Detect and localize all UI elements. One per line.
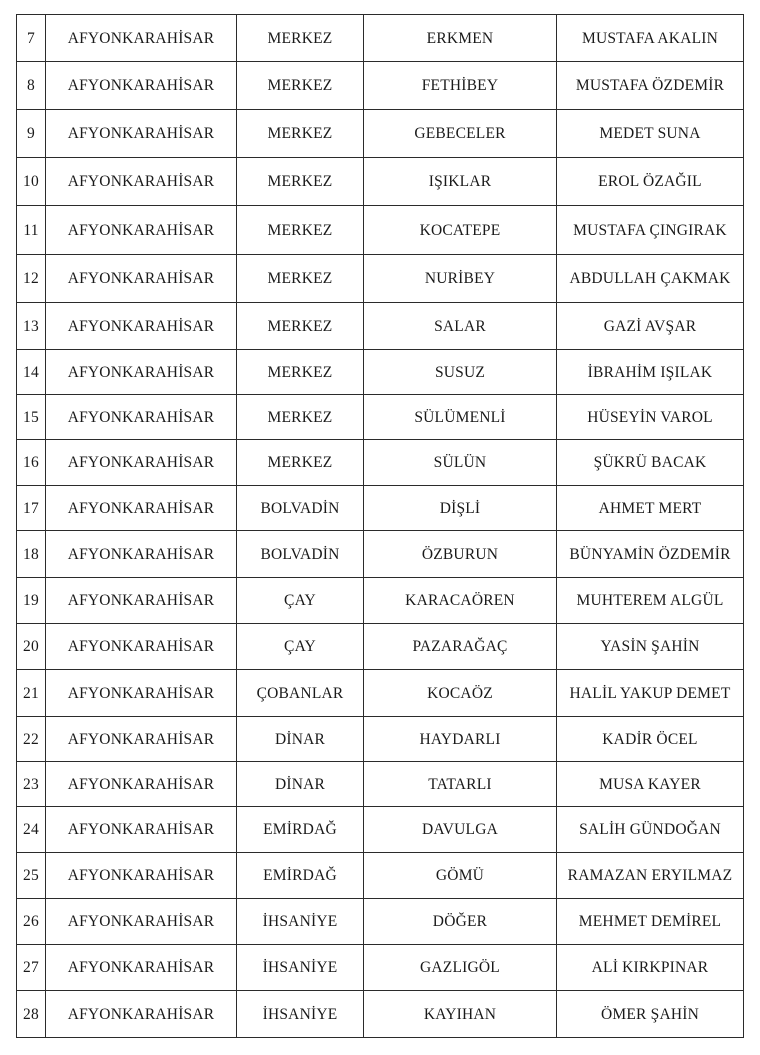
- district-cell: MERKEZ: [237, 255, 364, 303]
- row-number-cell: 28: [17, 991, 46, 1038]
- district-cell: MERKEZ: [237, 15, 364, 62]
- table-row: [17, 531, 744, 578]
- district-cell: MERKEZ: [237, 303, 364, 350]
- district-cell: İHSANİYE: [237, 899, 364, 945]
- province-cell: AFYONKARAHİSAR: [46, 303, 237, 350]
- village-cell: ÖZBURUN: [364, 531, 557, 578]
- row-number-cell: 23: [17, 762, 46, 807]
- province-cell: AFYONKARAHİSAR: [46, 762, 237, 807]
- district-cell: MERKEZ: [237, 206, 364, 255]
- headman-name-cell: MEDET SUNA: [557, 110, 744, 158]
- district-cell: BOLVADİN: [237, 531, 364, 578]
- table-row: [17, 255, 744, 303]
- village-cell: NURİBEY: [364, 255, 557, 303]
- headman-name-cell: RAMAZAN ERYILMAZ: [557, 853, 744, 899]
- province-cell: AFYONKARAHİSAR: [46, 807, 237, 853]
- province-cell: AFYONKARAHİSAR: [46, 670, 237, 717]
- table-row: [17, 350, 744, 395]
- village-cell: SÜLÜMENLİ: [364, 395, 557, 440]
- row-number-cell: 22: [17, 717, 46, 762]
- row-number-cell: 25: [17, 853, 46, 899]
- headman-name-cell: İBRAHİM IŞILAK: [557, 350, 744, 395]
- table-row: [17, 158, 744, 206]
- district-cell: MERKEZ: [237, 440, 364, 486]
- province-cell: AFYONKARAHİSAR: [46, 15, 237, 62]
- province-cell: AFYONKARAHİSAR: [46, 624, 237, 670]
- table-row: [17, 762, 744, 807]
- row-number-cell: 15: [17, 395, 46, 440]
- village-cell: TATARLI: [364, 762, 557, 807]
- district-cell: BOLVADİN: [237, 486, 364, 531]
- row-number-cell: 21: [17, 670, 46, 717]
- province-cell: AFYONKARAHİSAR: [46, 255, 237, 303]
- headman-name-cell: EROL ÖZAĞIL: [557, 158, 744, 206]
- province-cell: AFYONKARAHİSAR: [46, 578, 237, 624]
- headman-name-cell: ÖMER ŞAHİN: [557, 991, 744, 1038]
- table-row: [17, 486, 744, 531]
- village-cell: DİŞLİ: [364, 486, 557, 531]
- table-row: [17, 717, 744, 762]
- district-cell: EMİRDAĞ: [237, 807, 364, 853]
- village-cell: IŞIKLAR: [364, 158, 557, 206]
- headman-name-cell: MUHTEREM ALGÜL: [557, 578, 744, 624]
- headman-name-cell: HALİL YAKUP DEMET: [557, 670, 744, 717]
- province-cell: AFYONKARAHİSAR: [46, 158, 237, 206]
- village-cell: ERKMEN: [364, 15, 557, 62]
- row-number-cell: 14: [17, 350, 46, 395]
- headman-name-cell: GAZİ AVŞAR: [557, 303, 744, 350]
- village-cell: GEBECELER: [364, 110, 557, 158]
- district-cell: ÇAY: [237, 624, 364, 670]
- headman-name-cell: SALİH GÜNDOĞAN: [557, 807, 744, 853]
- table-row: [17, 15, 744, 62]
- row-number-cell: 9: [17, 110, 46, 158]
- table-row: [17, 395, 744, 440]
- village-cell: HAYDARLI: [364, 717, 557, 762]
- row-number-cell: 8: [17, 62, 46, 110]
- province-cell: AFYONKARAHİSAR: [46, 110, 237, 158]
- province-cell: AFYONKARAHİSAR: [46, 440, 237, 486]
- table-row: [17, 62, 744, 110]
- village-cell: DAVULGA: [364, 807, 557, 853]
- table-row: [17, 624, 744, 670]
- district-cell: EMİRDAĞ: [237, 853, 364, 899]
- district-cell: İHSANİYE: [237, 991, 364, 1038]
- province-cell: AFYONKARAHİSAR: [46, 486, 237, 531]
- table-row: [17, 991, 744, 1038]
- village-cell: DÖĞER: [364, 899, 557, 945]
- province-cell: AFYONKARAHİSAR: [46, 945, 237, 991]
- table-row: [17, 853, 744, 899]
- village-cell: KOCAÖZ: [364, 670, 557, 717]
- table-row: [17, 206, 744, 255]
- table-body: [17, 15, 744, 1038]
- district-cell: MERKEZ: [237, 395, 364, 440]
- table-row: [17, 440, 744, 486]
- district-cell: MERKEZ: [237, 110, 364, 158]
- row-number-cell: 26: [17, 899, 46, 945]
- province-cell: AFYONKARAHİSAR: [46, 395, 237, 440]
- village-cell: KARACAÖREN: [364, 578, 557, 624]
- headman-name-cell: YASİN ŞAHİN: [557, 624, 744, 670]
- province-cell: AFYONKARAHİSAR: [46, 62, 237, 110]
- province-cell: AFYONKARAHİSAR: [46, 206, 237, 255]
- row-number-cell: 19: [17, 578, 46, 624]
- headman-name-cell: MUSA KAYER: [557, 762, 744, 807]
- province-cell: AFYONKARAHİSAR: [46, 531, 237, 578]
- row-number-cell: 27: [17, 945, 46, 991]
- province-cell: AFYONKARAHİSAR: [46, 853, 237, 899]
- headman-name-cell: ALİ KIRKPINAR: [557, 945, 744, 991]
- row-number-cell: 20: [17, 624, 46, 670]
- district-cell: DİNAR: [237, 762, 364, 807]
- district-cell: MERKEZ: [237, 350, 364, 395]
- headman-name-cell: MUSTAFA AKALIN: [557, 15, 744, 62]
- district-cell: ÇOBANLAR: [237, 670, 364, 717]
- headman-name-cell: HÜSEYİN VAROL: [557, 395, 744, 440]
- headman-name-cell: KADİR ÖCEL: [557, 717, 744, 762]
- village-cell: GAZLIGÖL: [364, 945, 557, 991]
- row-number-cell: 18: [17, 531, 46, 578]
- row-number-cell: 10: [17, 158, 46, 206]
- headman-name-cell: AHMET MERT: [557, 486, 744, 531]
- headman-name-cell: ABDULLAH ÇAKMAK: [557, 255, 744, 303]
- muhtar-list-table: [16, 14, 744, 1038]
- district-cell: İHSANİYE: [237, 945, 364, 991]
- village-cell: PAZARAĞAÇ: [364, 624, 557, 670]
- province-cell: AFYONKARAHİSAR: [46, 350, 237, 395]
- table-row: [17, 945, 744, 991]
- row-number-cell: 12: [17, 255, 46, 303]
- row-number-cell: 17: [17, 486, 46, 531]
- village-cell: SUSUZ: [364, 350, 557, 395]
- village-cell: FETHİBEY: [364, 62, 557, 110]
- district-cell: MERKEZ: [237, 158, 364, 206]
- row-number-cell: 11: [17, 206, 46, 255]
- table-row: [17, 670, 744, 717]
- table-row: [17, 110, 744, 158]
- village-cell: GÖMÜ: [364, 853, 557, 899]
- headman-name-cell: ŞÜKRÜ BACAK: [557, 440, 744, 486]
- table-row: [17, 807, 744, 853]
- row-number-cell: 24: [17, 807, 46, 853]
- village-cell: KOCATEPE: [364, 206, 557, 255]
- headman-name-cell: MUSTAFA ÖZDEMİR: [557, 62, 744, 110]
- row-number-cell: 13: [17, 303, 46, 350]
- district-cell: MERKEZ: [237, 62, 364, 110]
- province-cell: AFYONKARAHİSAR: [46, 991, 237, 1038]
- headman-name-cell: MUSTAFA ÇINGIRAK: [557, 206, 744, 255]
- table-row: [17, 303, 744, 350]
- headman-name-cell: MEHMET DEMİREL: [557, 899, 744, 945]
- village-cell: SALAR: [364, 303, 557, 350]
- table-row: [17, 578, 744, 624]
- row-number-cell: 16: [17, 440, 46, 486]
- village-cell: SÜLÜN: [364, 440, 557, 486]
- province-cell: AFYONKARAHİSAR: [46, 899, 237, 945]
- district-cell: ÇAY: [237, 578, 364, 624]
- table-row: [17, 899, 744, 945]
- village-cell: KAYIHAN: [364, 991, 557, 1038]
- row-number-cell: 7: [17, 15, 46, 62]
- province-cell: AFYONKARAHİSAR: [46, 717, 237, 762]
- headman-name-cell: BÜNYAMİN ÖZDEMİR: [557, 531, 744, 578]
- district-cell: DİNAR: [237, 717, 364, 762]
